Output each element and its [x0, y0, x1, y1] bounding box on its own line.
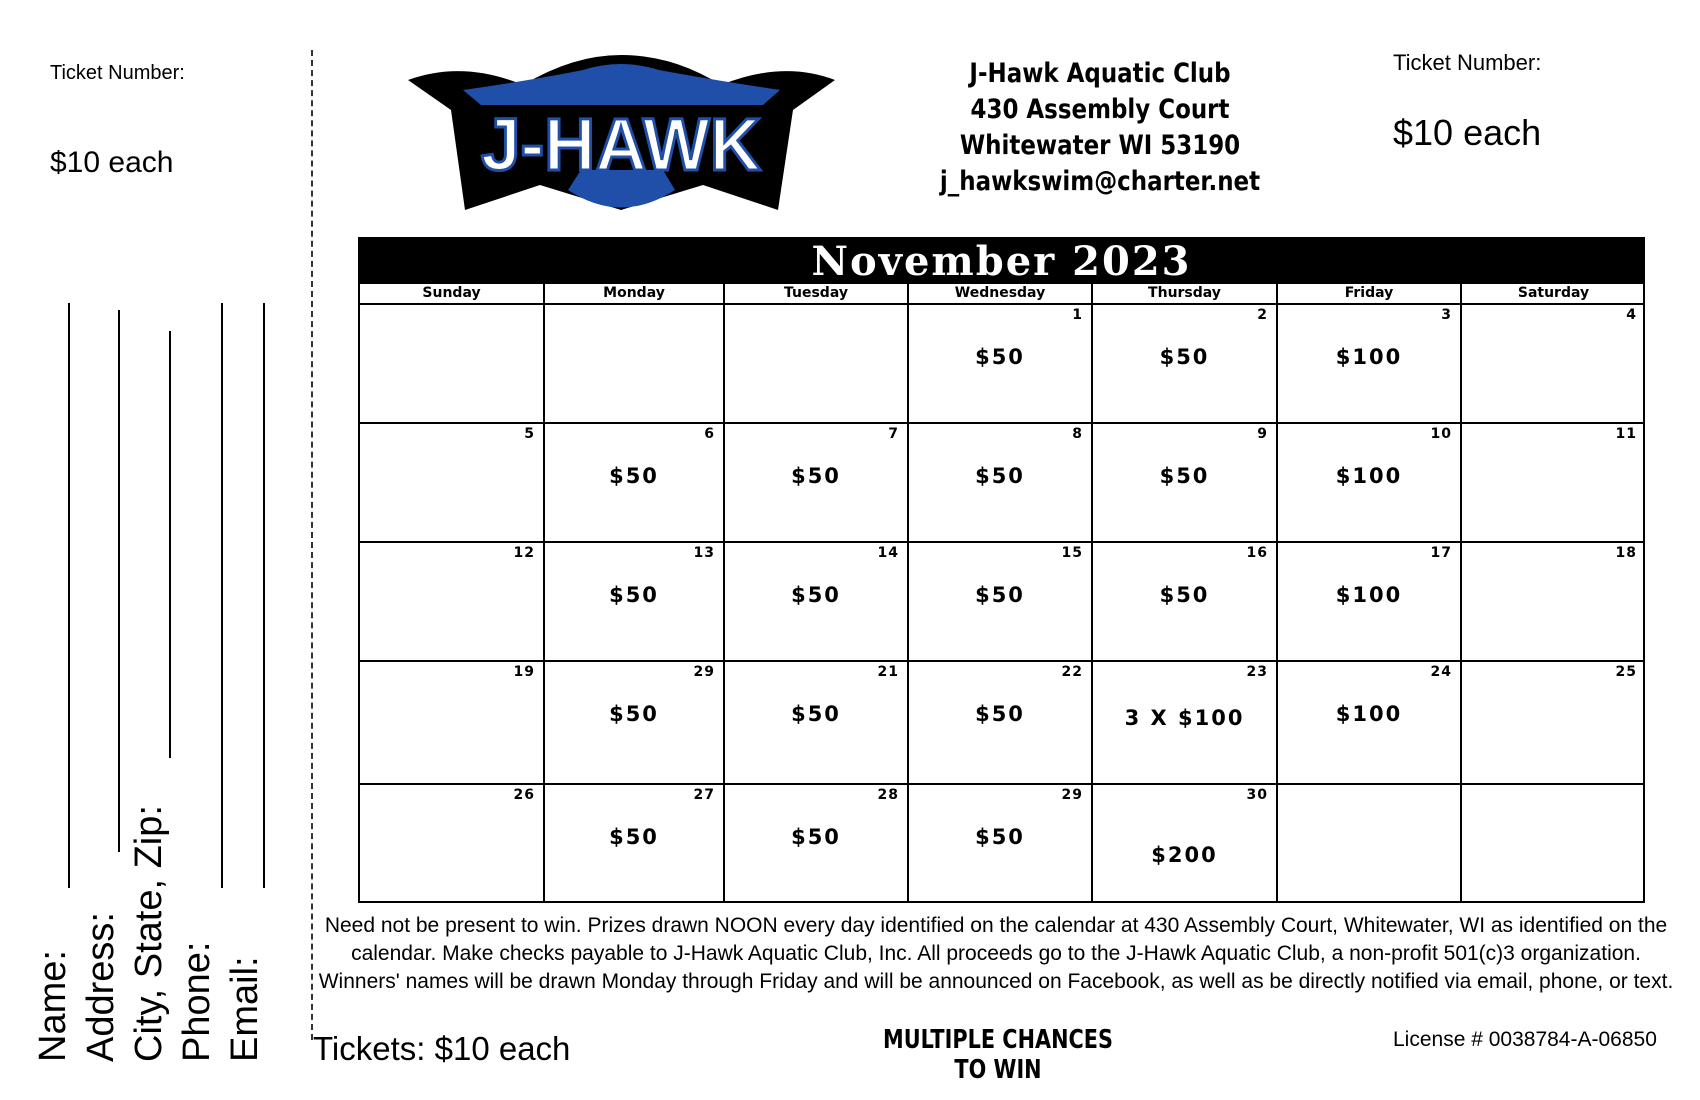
calendar-day — [545, 785, 725, 901]
day-number: 23 — [1246, 664, 1268, 680]
day-number: 7 — [888, 426, 899, 442]
day-number: 1 — [1072, 307, 1083, 323]
club-name: J-Hawk Aquatic Club — [969, 58, 1231, 89]
prize-amount: $100 — [1335, 345, 1403, 369]
address-label: Address: — [80, 912, 122, 1062]
day-number: 6 — [704, 426, 715, 442]
calendar-day — [360, 543, 545, 662]
calendar-day — [909, 424, 1093, 543]
calendar-day — [725, 424, 909, 543]
prize-amount: $50 — [791, 583, 841, 607]
prize-amount: $100 — [1335, 464, 1403, 488]
calendar-day — [545, 662, 725, 785]
day-number: 5 — [524, 426, 535, 442]
day-header: Friday — [1278, 284, 1462, 305]
calendar-day — [360, 662, 545, 785]
address-line — [118, 310, 120, 852]
calendar-day — [545, 305, 725, 424]
day-number: 21 — [877, 664, 899, 680]
calendar-day — [1462, 543, 1645, 662]
day-number: 28 — [877, 787, 899, 803]
calendar-day — [360, 785, 545, 901]
tickets-price: Tickets: $10 each — [313, 1030, 571, 1067]
day-number: 4 — [1626, 307, 1637, 323]
stub-price: $10 each — [50, 146, 174, 179]
stub-ticket-number-label: Ticket Number: — [50, 62, 185, 84]
day-number: 3 — [1441, 307, 1452, 323]
calendar-week — [360, 662, 1643, 785]
prize-amount: $50 — [1159, 345, 1210, 369]
calendar-day — [909, 305, 1093, 424]
day-number: 8 — [1072, 426, 1083, 442]
calendar-day — [1462, 662, 1645, 785]
phone-label: Phone: — [176, 941, 218, 1062]
calendar-week — [360, 305, 1643, 424]
day-header: Thursday — [1093, 284, 1278, 305]
calendar-day — [360, 305, 545, 424]
prize-amount: $50 — [1159, 464, 1210, 488]
phone-line — [221, 303, 223, 888]
calendar-day — [909, 785, 1093, 901]
calendar-day — [1278, 424, 1462, 543]
day-number: 29 — [1061, 787, 1083, 803]
prize-amount: $50 — [975, 583, 1025, 607]
day-number: 17 — [1430, 545, 1452, 561]
day-number: 19 — [513, 664, 535, 680]
calendar-day — [1093, 662, 1278, 785]
prize-amount: $50 — [609, 825, 659, 849]
city-line — [169, 331, 171, 758]
prize-amount: $50 — [1159, 583, 1210, 607]
day-number: 30 — [1246, 787, 1268, 803]
calendar-day — [1278, 662, 1462, 785]
day-number: 22 — [1061, 664, 1083, 680]
calendar-day — [909, 543, 1093, 662]
day-header: Saturday — [1462, 284, 1645, 305]
club-email: j_hawkswim@charter.net — [939, 166, 1261, 197]
day-number: 18 — [1615, 545, 1637, 561]
day-header: Wednesday — [909, 284, 1093, 305]
prize-amount: $50 — [609, 583, 659, 607]
calendar-day — [1093, 543, 1278, 662]
day-number: 9 — [1257, 426, 1268, 442]
calendar-day — [1278, 305, 1462, 424]
city-state-zip-label: City, State, Zip: — [128, 805, 170, 1062]
calendar-day — [725, 305, 909, 424]
calendar-week — [360, 543, 1643, 662]
day-number: 29 — [693, 664, 715, 680]
prize-amount: $50 — [975, 345, 1025, 369]
rules-text: Need not be present to win. Prizes drawn NOON every day identified on the calendar at 430 Assembly Court, Whitewater, WI as identified on the calendar. Make checks payable to J-Hawk Aquatic Club, Inc. All proceeds go to the J-Hawk Aquatic Club, a non-profit 501(c)3 organization. Winners' names will be drawn Monday through Friday and will be announced on Facebook, as well as be directly notified via email, phone, or text. — [318, 914, 1674, 993]
club-city: Whitewater WI 53190 — [959, 130, 1241, 161]
day-header: Tuesday — [725, 284, 909, 305]
day-number: 2 — [1257, 307, 1268, 323]
calendar-title: November 2023 — [360, 239, 1643, 284]
license-number: License # 0038784-A-06850 — [1393, 1028, 1657, 1051]
slogan: MULTIPLE CHANCES TO WIN — [883, 1025, 1113, 1085]
prize-amount: $100 — [1335, 583, 1403, 607]
calendar-day — [1093, 305, 1278, 424]
calendar-day — [545, 543, 725, 662]
ticket-number-label: Ticket Number: — [1393, 50, 1542, 75]
day-header: Monday — [545, 284, 725, 305]
calendar-day — [1462, 305, 1645, 424]
calendar-day — [725, 662, 909, 785]
day-header: Sunday — [360, 284, 545, 305]
prize-amount: $200 — [1151, 843, 1218, 867]
calendar-week — [360, 785, 1643, 901]
email-label: Email: — [224, 956, 266, 1062]
day-number: 27 — [693, 787, 715, 803]
calendar-day — [1278, 543, 1462, 662]
club-street: 430 Assembly Court — [970, 94, 1230, 125]
tear-line — [311, 50, 313, 1040]
prize-amount: $50 — [791, 825, 841, 849]
day-number: 10 — [1430, 426, 1452, 442]
day-number: 26 — [513, 787, 535, 803]
prize-amount: $50 — [975, 702, 1025, 726]
day-number: 24 — [1430, 664, 1452, 680]
day-number: 14 — [877, 545, 899, 561]
prize-amount: $50 — [975, 464, 1025, 488]
calendar-day — [909, 662, 1093, 785]
name-label: Name: — [32, 950, 74, 1062]
calendar-day — [360, 424, 545, 543]
calendar-day — [1462, 424, 1645, 543]
calendar-day — [1278, 785, 1462, 901]
prize-amount: $100 — [1335, 702, 1403, 726]
calendar-day — [1093, 424, 1278, 543]
prize-amount: $50 — [975, 825, 1025, 849]
svg-text:J-HAWK: J-HAWK — [481, 103, 761, 186]
club-info — [913, 56, 1287, 200]
prize-amount: $50 — [609, 464, 659, 488]
day-number: 13 — [693, 545, 715, 561]
day-number: 11 — [1615, 426, 1637, 442]
calendar-day — [545, 424, 725, 543]
prize-amount: $50 — [609, 702, 659, 726]
calendar-day — [1093, 785, 1278, 901]
prize-amount: $50 — [791, 702, 841, 726]
day-number: 16 — [1246, 545, 1268, 561]
calendar-day — [725, 785, 909, 901]
day-number: 12 — [513, 545, 535, 561]
day-number: 25 — [1615, 664, 1637, 680]
calendar-day — [725, 543, 909, 662]
day-number: 15 — [1061, 545, 1083, 561]
j-hawk-logo — [403, 50, 840, 228]
calendar — [358, 237, 1645, 903]
ticket-price: $10 each — [1393, 112, 1542, 153]
email-line — [263, 303, 265, 888]
calendar-day — [1462, 785, 1645, 901]
prize-amount: $50 — [791, 464, 841, 488]
calendar-week — [360, 424, 1643, 543]
prize-amount: 3 X $100 — [1124, 706, 1245, 730]
name-line — [68, 303, 70, 888]
